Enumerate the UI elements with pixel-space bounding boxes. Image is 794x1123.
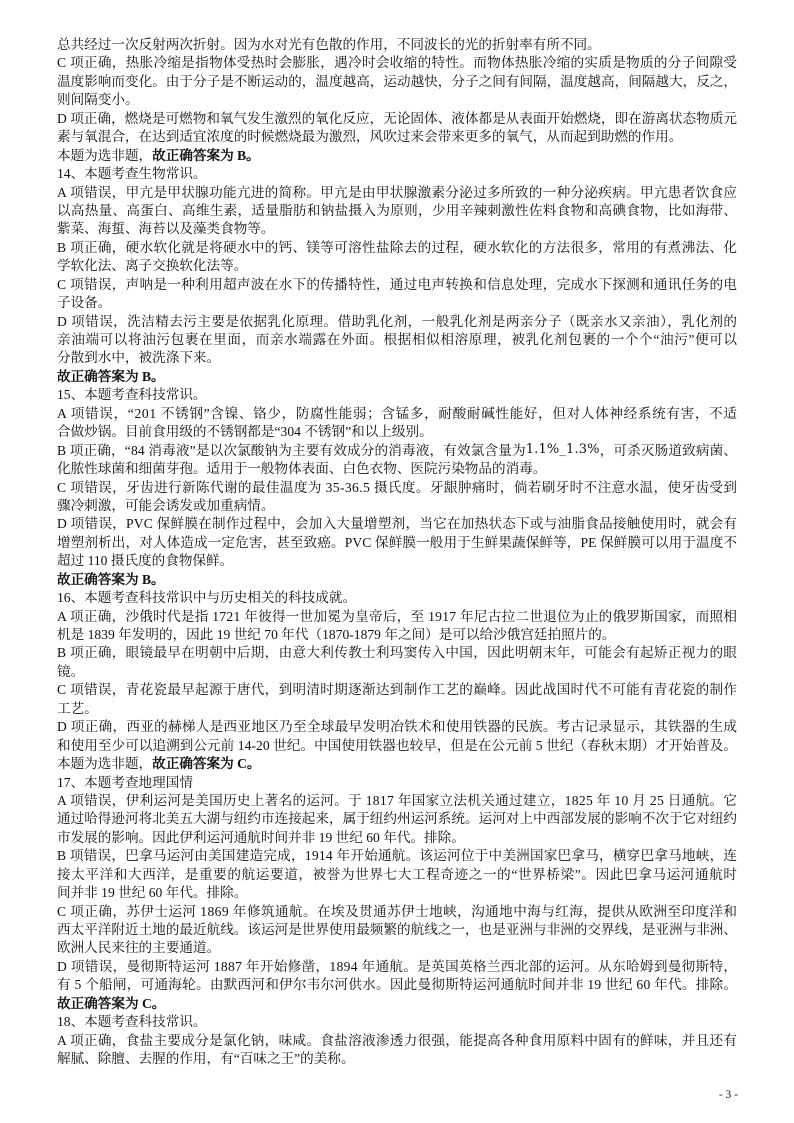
q15-option-b-text: ，可杀灭肠道致病菌、 xyxy=(599,442,738,458)
q13-option-c-line: 温度影响而变化。由于分子是不断运动的，温度越高，运动越快，分子之间有间隔，温度越高，间隔越大，反之， xyxy=(57,73,738,89)
q17-option-c-line: C 项正确，苏伊士运河 1869 年修筑通航。在埃及贯通苏伊士地峡，沟通地中海与红海，提供从欧洲至印度洋和 xyxy=(57,903,738,919)
question-18 xyxy=(57,1013,737,1068)
q17-option-c-line: 欧洲人民来往的主要通道。 xyxy=(57,940,221,956)
q13-option-d-line: D 项正确，燃烧是可燃物和氧气发生激烈的氧化反应，无论固体、液体都是从表面开始燃烧，即在游离状态物质元 xyxy=(57,110,738,126)
q13-answer: 故正确答案为 B。 xyxy=(152,147,260,163)
q17-option-a-line: 市发展的影响。因此伊利运河通航时间并非 19 世纪 60 年代。排除。 xyxy=(57,829,465,845)
q14-option-c-line: 子设备。 xyxy=(57,295,112,311)
q15-option-c-line: 骤冷刺激，可能会诱发或加重病情。 xyxy=(57,497,275,513)
q16-heading: 16、本题考查科技常识中与历史相关的科技成就。 xyxy=(57,590,357,606)
q13-option-c-line: C 项正确，热胀冷缩是指物体受热时会膨胀，遇冷时会收缩的特性。而物体热胀冷缩的实质是物质的分子间隙受 xyxy=(57,55,738,71)
q14-option-c-line: C 项错误，声呐是一种利用超声波在水下的传播特性，通过电声转换和信息处理，完成水下探测和通讯任务的电 xyxy=(57,276,738,292)
q14-option-a-line: 以高热量、高蛋白、高维生素，适量脂肪和钠盐摄入为原则，少用辛辣刺激性佐料食物和高碘食物，比如海带、 xyxy=(57,202,738,218)
q15-option-d-line: 增塑剂析出，对人体造成一定危害，甚至致癌。PVC 保鲜膜一般用于生鲜果蔬保鲜等，PE 保鲜膜可以用于温度不 xyxy=(57,534,738,550)
chlorine-range-formula: 1.1%_1.3% xyxy=(525,441,600,457)
q17-option-a-line: 通过哈得逊河将北美五大湖与纽约市连接起来，属于纽约州运河系统。运河对上中西部发展的影响不次于它对纽约 xyxy=(57,811,738,827)
q16-option-d-line: D 项正确，西亚的赫梯人是西亚地区乃至全球最早发明冶铁术和使用铁器的民族。考古记录显示，其铁器的生成 xyxy=(57,719,738,735)
question-13-continued xyxy=(57,36,737,165)
q17-option-c-line: 西太平洋附近土地的最近航线。该运河是世界使用最频繁的航线之一，也是亚洲与非洲的交界线，是亚洲与非洲、 xyxy=(57,922,738,937)
q14-option-b-line: B 项正确，硬水软化就是将硬水中的钙、镁等可溶性盐除去的过程，硬水软化的方法很多，常用的有煮沸法、化 xyxy=(57,239,738,255)
q13-option-d-line: 素与氧混合，在达到适宜浓度的时候燃烧最为激烈，风吹过来会带来更多的氧气，从而起到助燃的作用。 xyxy=(57,129,683,145)
page-content xyxy=(57,36,737,1069)
q17-option-b-line: B 项错误，巴拿马运河由美国建造完成，1914 年开始通航。该运河位于中美洲国家巴拿马，横穿巴拿马地峡，连 xyxy=(57,848,738,864)
q16-option-a-line: A 项正确，沙俄时代是指 1721 年彼得一世加冕为皇帝后，至 1917 年尼古拉二世退位为止的俄罗斯国家，而照相 xyxy=(57,608,738,624)
q17-option-b-line: 间并非 19 世纪 60 年代。排除。 xyxy=(57,885,248,901)
q16-answer: 故正确答案为 C。 xyxy=(152,756,261,772)
q14-option-a-line: 紫菜、海蜇、海苔以及藻类食物等。 xyxy=(57,221,275,237)
q16-option-a-line: 机是 1839 年发明的，因此 19 世纪 70 年代（1870-1879 年之间）是可以给沙俄宫廷拍照片的。 xyxy=(57,627,616,642)
q15-option-c-line: C 项错误，牙齿进行新陈代谢的最佳温度为 35-36.5 摄氏度。牙龈肿痛时，倘若刷牙时不注意水温，使牙齿受到 xyxy=(57,479,738,495)
q15-option-d-line: D 项错误，PVC 保鲜膜在制作过程中，会加入大量增塑剂，当它在加热状态下或与油脂食品接触使用时，就会有 xyxy=(57,516,738,532)
q16-answer-line xyxy=(57,755,261,773)
q14-option-d-line: 亲油端可以将油污包裹在里面，而亲水端露在外面。根据相似相溶原理，被乳化剂包裹的一个个“油污”便可以 xyxy=(57,332,738,347)
q17-option-a-line: A 项错误，伊利运河是美国历史上著名的运河。于 1817 年国家立法机关通过建立，1825 年 10 月 25 日通航。它 xyxy=(57,792,738,808)
q13-selection-note: 本题为选非题， xyxy=(57,147,153,163)
q15-option-a-line: A 项错误，“201 不锈钢”含镍、铬少，防腐性能弱；含锰多，耐酸耐碱性能好，但对人体神经系统有害，不适 xyxy=(57,405,738,421)
q16-selection-note: 本题为选非题， xyxy=(57,756,153,772)
q14-option-b-line: 学软化法、离子交换软化法等。 xyxy=(57,258,248,274)
q13-option-b-tail-line: 总共经过一次反射两次折射。因为水对光有色散的作用，不同波长的光的折射率有所不同。 xyxy=(57,37,601,52)
q17-answer: 故正确答案为 C。 xyxy=(57,995,166,1011)
q16-option-b-line: B 项正确，眼镜最早在明朝中后期，由意大利传教士利玛窦传入中国，因此明朝末年，可能会有起矫正视力的眼 xyxy=(57,645,738,661)
q14-option-d-line: 分散到水中，被洗涤下来。 xyxy=(57,350,221,366)
q15-option-d-line: 超过 110 摄氏度的食物保鲜。 xyxy=(57,553,234,569)
q14-option-d-line: D 项错误，洗洁精去污主要是依据乳化原理。借助乳化剂，一般乳化剂是两亲分子（既亲水又亲油），乳化剂的 xyxy=(57,313,738,329)
q17-option-b-line: 接太平洋和大西洋，是重要的航运要道，被誉为世界七大工程奇迹之一的“世界桥梁”。因此巴拿马运河通航时 xyxy=(57,866,738,882)
q16-option-c-line: 工艺。 xyxy=(57,700,98,716)
q15-option-b-line xyxy=(57,442,737,460)
q18-heading: 18、本题考查科技常识。 xyxy=(57,1014,207,1030)
q15-option-b-line: 化脓性球菌和细菌芽孢。适用于一般物体表面、白色衣物、医院污染物品的消毒。 xyxy=(57,461,547,477)
q16-option-d-line: 和使用至少可以追溯到公元前 14-20 世纪。中国使用铁器也较早，但是在公元前 5 世纪（春秋末期）才开始普及。 xyxy=(57,737,738,753)
q17-option-d-line: 有 5 个船闸，可通海轮。由默西河和伊尔韦尔河供水。因此曼彻斯特运河通航时间并非 19 世纪 60 年代。排除。 xyxy=(57,977,738,993)
q17-option-d-line: D 项错误，曼彻斯特运河 1887 年开始修凿，1894 年通航。是英国英格兰西北部的运河。从东哈姆到曼彻斯特， xyxy=(57,958,738,974)
q14-heading: 14、本题考查生物常识。 xyxy=(57,166,207,182)
q15-answer: 故正确答案为 B。 xyxy=(57,571,165,587)
q17-heading: 17、本题考查地理国情 xyxy=(57,774,193,790)
q13-answer-line xyxy=(57,147,260,165)
question-14 xyxy=(57,165,737,386)
question-16 xyxy=(57,589,737,773)
q14-option-a-line: A 项错误，甲亢是甲状腺功能亢进的简称。甲亢是由甲状腺激素分泌过多所致的一种分泌疾病。甲亢患者饮食应 xyxy=(57,184,738,200)
q16-option-c-line: C 项错误，青花瓷最早起源于唐代，到明清时期逐渐达到制作工艺的巅峰。因此战国时代不可能有青花瓷的制作 xyxy=(57,682,738,698)
q16-option-b-line: 镜。 xyxy=(57,663,85,679)
q13-option-c-line: 则间隔变小。 xyxy=(57,92,139,108)
page-number: - 3 - xyxy=(718,1089,738,1101)
q18-option-a-line: 解腻、除膻、去腥的作用，有“百味之王”的美称。 xyxy=(57,1051,355,1067)
q18-option-a-line: A 项正确，食盐主要成分是氯化钠，味咸。食盐溶液渗透力很强，能提高各种食用原料中固有的鲜味，并且还有 xyxy=(57,1032,738,1048)
q15-option-b-text: B 项正确，“84 消毒液”是以次氯酸钠为主要有效成分的消毒液，有效氯含量为 xyxy=(57,442,526,458)
q14-answer: 故正确答案为 B。 xyxy=(57,368,165,384)
q15-heading: 15、本题考查科技常识。 xyxy=(57,387,207,403)
question-15 xyxy=(57,386,737,589)
q15-option-a-line: 合做炒锅。目前食用级的不锈钢都是“304 不锈钢”和以上级别。 xyxy=(57,424,433,440)
question-17 xyxy=(57,774,737,1014)
